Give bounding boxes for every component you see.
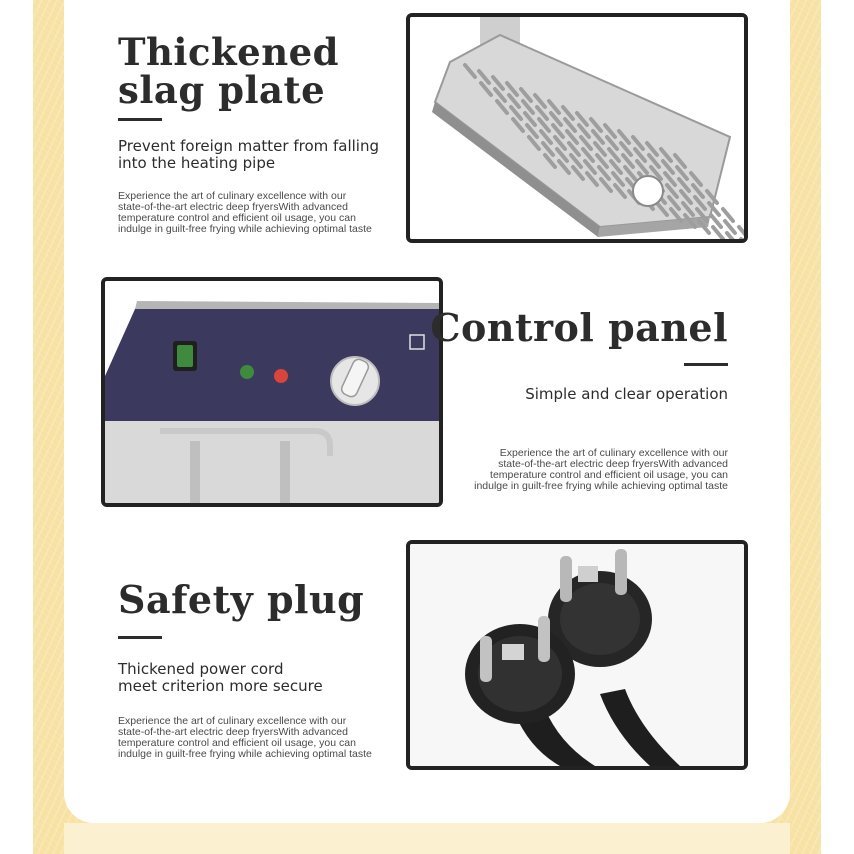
power-plugs-icon: [410, 544, 744, 766]
title-line: Thickened: [118, 30, 340, 74]
title-line: Control panel: [430, 305, 728, 350]
title-line: Safety plug: [118, 577, 365, 622]
bottom-band: [64, 823, 790, 854]
body-line: temperature control and efficient oil usage, you can: [490, 469, 728, 481]
body-line: indulge in guilt-free frying while achieving optimal taste: [118, 223, 372, 235]
section-title: [430, 305, 728, 350]
title-divider: [118, 636, 162, 639]
subtitle-line: into the heating pipe: [118, 154, 276, 172]
subtitle-line: Prevent foreign matter from falling: [118, 137, 380, 155]
title-divider: [684, 363, 728, 366]
body-line: state-of-the-art electric deep fryersWith advanced: [118, 726, 348, 738]
body-line: state-of-the-art electric deep fryersWith advanced: [498, 458, 728, 470]
body-line: Experience the art of culinary excellence with our: [499, 447, 728, 459]
title-divider: [118, 118, 162, 121]
section-body: [118, 716, 372, 760]
body-line: state-of-the-art electric deep fryersWith advanced: [118, 201, 348, 213]
section-body: [118, 191, 372, 235]
section-title: [118, 30, 340, 112]
title-line: slag plate: [118, 68, 326, 112]
body-line: temperature control and efficient oil usage, you can: [118, 212, 356, 224]
control-panel-photo: [101, 277, 443, 507]
perforated-slag-plate-icon: [410, 17, 744, 239]
section-subtitle: [118, 138, 379, 172]
subtitle-line: Simple and clear operation: [525, 385, 728, 403]
body-line: indulge in guilt-free frying while achieving optimal taste: [474, 480, 728, 492]
body-line: temperature control and efficient oil usage, you can: [118, 737, 356, 749]
section-body: [474, 448, 728, 492]
safety-plug-photo: [406, 540, 748, 770]
body-line: Experience the art of culinary excellence with our: [118, 190, 347, 202]
content-card: [64, 0, 790, 823]
subtitle-line: Thickened power cord: [118, 660, 284, 678]
section-title: [118, 577, 365, 622]
body-line: Experience the art of culinary excellence with our: [118, 715, 347, 727]
section-subtitle: [525, 386, 728, 403]
slag-plate-photo: [406, 13, 748, 243]
fryer-control-panel-icon: [105, 281, 439, 503]
body-line: indulge in guilt-free frying while achieving optimal taste: [118, 748, 372, 760]
subtitle-line: meet criterion more secure: [118, 677, 323, 695]
section-subtitle: [118, 661, 323, 695]
